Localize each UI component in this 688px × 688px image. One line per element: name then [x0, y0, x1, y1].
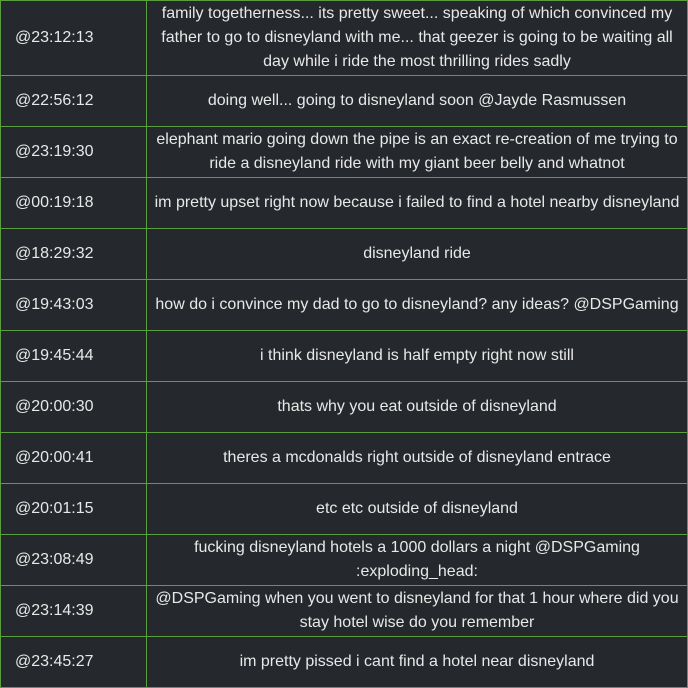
message-text: how do i convince my dad to go to disneyland? any ideas? @DSPGaming — [147, 280, 688, 331]
table-row — [1, 382, 688, 433]
timestamp-link[interactable]: @23:08:49 — [1, 535, 147, 586]
table-row — [1, 76, 688, 127]
table-row — [1, 484, 688, 535]
message-text: fucking disneyland hotels a 1000 dollars a night @DSPGaming :exploding_head: — [147, 535, 688, 586]
table-row — [1, 178, 688, 229]
message-text: doing well... going to disneyland soon @Jayde Rasmussen — [147, 76, 688, 127]
timestamp-link[interactable]: @18:29:32 — [1, 229, 147, 280]
table-row — [1, 229, 688, 280]
timestamp-link[interactable]: @20:01:15 — [1, 484, 147, 535]
table-row — [1, 535, 688, 586]
table-row — [1, 433, 688, 484]
table-row — [1, 331, 688, 382]
table-row — [1, 127, 688, 178]
message-text: elephant mario going down the pipe is an exact re-creation of me trying to ride a disneyland ride with my giant beer belly and whatnot — [147, 127, 688, 178]
table-row — [1, 280, 688, 331]
message-text: @DSPGaming when you went to disneyland for that 1 hour where did you stay hotel wise do you remember — [147, 586, 688, 637]
timestamp-link[interactable]: @23:14:39 — [1, 586, 147, 637]
table-row — [1, 637, 688, 688]
timestamp-link[interactable]: @23:45:27 — [1, 637, 147, 688]
timestamp-link[interactable]: @19:43:03 — [1, 280, 147, 331]
table-row — [1, 586, 688, 637]
message-text: thats why you eat outside of disneyland — [147, 382, 688, 433]
message-text: im pretty upset right now because i failed to find a hotel nearby disneyland — [147, 178, 688, 229]
message-text: i think disneyland is half empty right now still — [147, 331, 688, 382]
message-text: family togetherness... its pretty sweet... speaking of which convinced my father to go to disneyland with me... that geezer is going to be waiting all day while i ride the most thrilling rides sadly — [147, 1, 688, 76]
timestamp-link[interactable]: @20:00:30 — [1, 382, 147, 433]
table-row — [1, 1, 688, 76]
timestamp-link[interactable]: @20:00:41 — [1, 433, 147, 484]
message-text: im pretty pissed i cant find a hotel near disneyland — [147, 637, 688, 688]
timestamp-link[interactable]: @22:56:12 — [1, 76, 147, 127]
message-text: etc etc outside of disneyland — [147, 484, 688, 535]
timestamp-link[interactable]: @23:19:30 — [1, 127, 147, 178]
timestamp-link[interactable]: @23:12:13 — [1, 1, 147, 76]
message-text: disneyland ride — [147, 229, 688, 280]
message-text: theres a mcdonalds right outside of disneyland entrace — [147, 433, 688, 484]
timestamp-link[interactable]: @00:19:18 — [1, 178, 147, 229]
timestamp-link[interactable]: @19:45:44 — [1, 331, 147, 382]
